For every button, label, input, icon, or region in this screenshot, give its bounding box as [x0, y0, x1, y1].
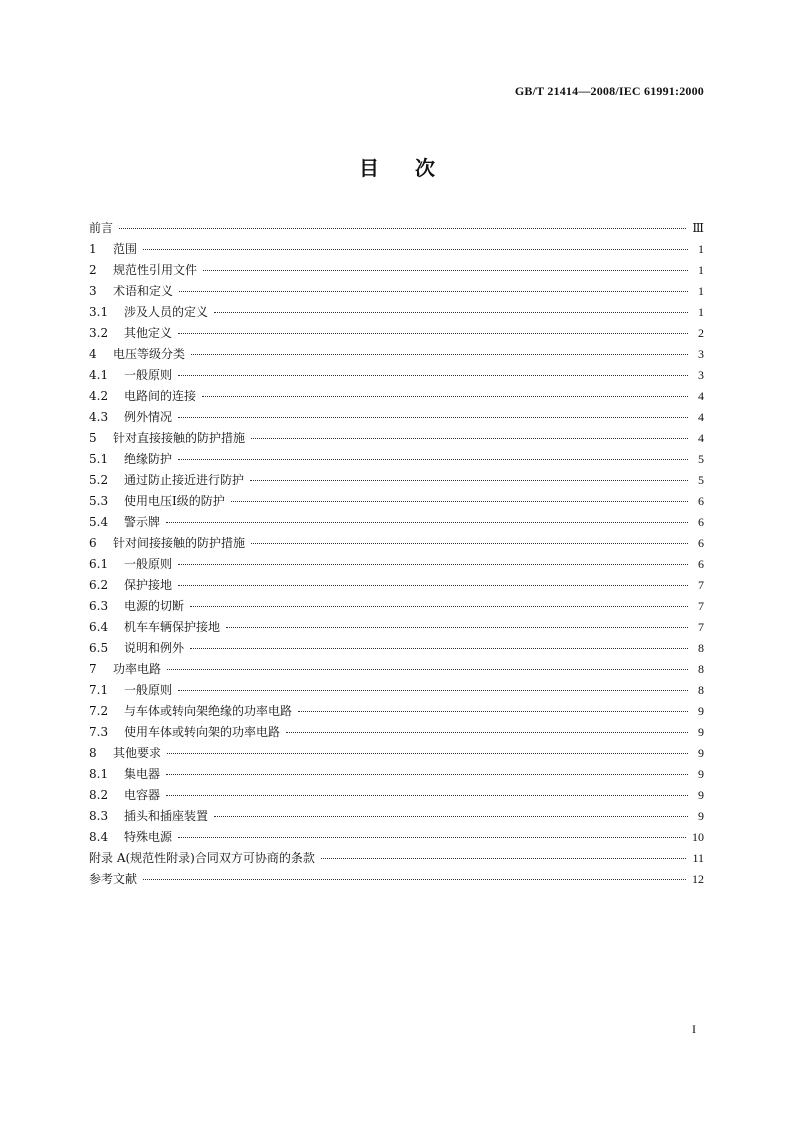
toc-entry-number: 8.2 [89, 788, 109, 802]
toc-entry[interactable] [89, 512, 704, 533]
dot-leader [166, 522, 688, 523]
toc-entry[interactable] [89, 344, 704, 365]
toc-entry-number: 6.5 [89, 641, 109, 655]
toc-entry-page: 1 [698, 242, 704, 256]
toc-entry-title: 术语和定义 [113, 284, 174, 298]
toc-entry[interactable] [89, 365, 704, 386]
toc-entry-page: 6 [698, 494, 704, 508]
toc-entry-title: 绝缘防护 [124, 452, 173, 466]
toc-entry[interactable] [89, 449, 704, 470]
toc-entry[interactable] [89, 386, 704, 407]
toc-entry-page: 5 [698, 473, 704, 487]
toc-entry-number: 7.3 [89, 725, 109, 739]
toc-entry-number: 8 [89, 746, 97, 760]
toc-entry-title: 针对直接接触的防护措施 [113, 431, 246, 445]
toc-entry-page: 9 [698, 788, 704, 802]
toc-entry[interactable] [89, 407, 704, 428]
toc-entry[interactable] [89, 701, 704, 722]
toc-entry-number: 3.2 [89, 326, 109, 340]
toc-entry-title: 电源的切断 [124, 599, 185, 613]
toc-entry-title: 附录 A(规范性附录)合同双方可协商的条款 [89, 851, 315, 865]
dot-leader [166, 774, 688, 775]
toc-entry[interactable] [89, 638, 704, 659]
toc-entry-title: 其他定义 [124, 326, 173, 340]
toc-entry-number: 6.4 [89, 620, 109, 634]
toc-entry-title: 警示牌 [124, 515, 161, 529]
toc-entry-title: 说明和例外 [124, 641, 185, 655]
toc-entry-page: 6 [698, 536, 704, 550]
toc-entry-title: 使用车体或转向架的功率电路 [124, 725, 281, 739]
toc-entry-page: 4 [698, 431, 704, 445]
toc-entry-number: 5.1 [89, 452, 109, 466]
dot-leader [286, 732, 688, 733]
toc-entry-number: 6.3 [89, 599, 109, 613]
dot-leader [251, 438, 688, 439]
dot-leader [178, 333, 688, 334]
toc-entry-page: 6 [698, 515, 704, 529]
toc-entry-title: 通过防止接近进行防护 [124, 473, 245, 487]
toc-entry[interactable] [89, 680, 704, 701]
toc-entry-page: 6 [698, 557, 704, 571]
toc-entry-number: 5.3 [89, 494, 109, 508]
toc-entry-number: 4.3 [89, 410, 109, 424]
toc-entry[interactable] [89, 617, 704, 638]
toc-entry-number: 8.4 [89, 830, 109, 844]
toc-entry-page: 2 [698, 326, 704, 340]
dot-leader [178, 837, 686, 838]
dot-leader [178, 459, 688, 460]
toc-entry[interactable] [89, 743, 704, 764]
toc-entry-title: 插头和插座装置 [124, 809, 209, 823]
dot-leader [178, 564, 688, 565]
dot-leader [226, 627, 688, 628]
toc-entry-number: 6.1 [89, 557, 109, 571]
toc-entry-number: 8.3 [89, 809, 109, 823]
dot-leader [298, 711, 688, 712]
dot-leader [143, 879, 686, 880]
toc-entry-title: 一般原则 [124, 368, 173, 382]
toc-entry-page: 10 [692, 830, 704, 844]
toc-entry-page: 7 [698, 620, 704, 634]
toc-entry-title: 电路间的连接 [124, 389, 197, 403]
toc-entry[interactable] [89, 785, 704, 806]
toc-entry-number: 3.1 [89, 305, 109, 319]
toc-entry-number: 3 [89, 284, 97, 298]
dot-leader [178, 417, 688, 418]
toc-entry-page: 8 [698, 662, 704, 676]
toc-entry-page: 9 [698, 746, 704, 760]
toc-entry-number: 7.2 [89, 704, 109, 718]
toc-entry[interactable] [89, 764, 704, 785]
toc-entry-title: 针对间接接触的防护措施 [113, 536, 246, 550]
dot-leader [167, 669, 688, 670]
toc-entry-title: 范围 [113, 242, 138, 256]
toc-entry[interactable] [89, 533, 704, 554]
dot-leader [203, 270, 688, 271]
dot-leader [166, 795, 688, 796]
toc-entry[interactable] [89, 722, 704, 743]
page-title: 目次 [359, 156, 471, 180]
toc-entry[interactable] [89, 596, 704, 617]
dot-leader [143, 249, 688, 250]
toc-entry[interactable] [89, 659, 704, 680]
toc-entry[interactable] [89, 848, 704, 869]
toc-entry-page: 11 [692, 851, 704, 865]
toc-entry-number: 5.2 [89, 473, 109, 487]
toc-entry-page: 8 [698, 641, 704, 655]
toc-entry[interactable] [89, 575, 704, 596]
toc-entry-title: 前言 [89, 221, 114, 235]
toc-entry[interactable] [89, 554, 704, 575]
dot-leader [179, 291, 688, 292]
toc-entry[interactable] [89, 281, 704, 302]
toc-entry-number: 5.4 [89, 515, 109, 529]
toc-entry-page: 4 [698, 410, 704, 424]
toc-entry[interactable] [89, 806, 704, 827]
toc-entry-page: 4 [698, 389, 704, 403]
toc-entry-number: 7.1 [89, 683, 109, 697]
toc-entry-page: 9 [698, 725, 704, 739]
toc-entry-page: 7 [698, 599, 704, 613]
toc-entry-page: 8 [698, 683, 704, 697]
toc-entry-number: 4.1 [89, 368, 109, 382]
toc-entry-title: 机车车辆保护接地 [124, 620, 221, 634]
toc-entry-number: 7 [89, 662, 97, 676]
toc-entry-page: 3 [698, 347, 704, 361]
toc-entry-page: 1 [698, 284, 704, 298]
dot-leader [190, 606, 688, 607]
toc-entry[interactable] [89, 218, 704, 239]
toc-entry-page: 9 [698, 704, 704, 718]
dot-leader [178, 585, 688, 586]
toc-entry-title: 其他要求 [113, 746, 162, 760]
toc-entry-title: 规范性引用文件 [113, 263, 198, 277]
dot-leader [178, 690, 688, 691]
dot-leader [251, 543, 688, 544]
table-of-contents [89, 218, 704, 890]
dot-leader [119, 228, 686, 229]
toc-entry-page: 5 [698, 452, 704, 466]
toc-entry-page: 7 [698, 578, 704, 592]
toc-entry[interactable] [89, 470, 704, 491]
dot-leader [214, 816, 688, 817]
standard-number: GB/T 21414—2008/IEC 61991:2000 [514, 84, 704, 98]
toc-entry-title: 与车体或转向架绝缘的功率电路 [124, 704, 293, 718]
toc-entry-title: 保护接地 [124, 578, 173, 592]
toc-entry-number: 8.1 [89, 767, 109, 781]
toc-entry-title: 电容器 [124, 788, 161, 802]
toc-entry-number: 5 [89, 431, 97, 445]
toc-entry-title: 例外情况 [124, 410, 173, 424]
dot-leader [231, 501, 688, 502]
toc-entry-page: Ⅲ [692, 221, 704, 235]
toc-entry-number: 1 [89, 242, 97, 256]
dot-leader [202, 396, 688, 397]
toc-entry-page: 9 [698, 767, 704, 781]
toc-entry[interactable] [89, 827, 704, 848]
toc-entry-page: 9 [698, 809, 704, 823]
toc-entry[interactable] [89, 323, 704, 344]
toc-entry[interactable] [89, 428, 704, 449]
toc-entry-page: 1 [698, 263, 704, 277]
toc-entry-page: 12 [692, 872, 704, 886]
toc-entry-title: 特殊电源 [124, 830, 173, 844]
toc-entry-page: 3 [698, 368, 704, 382]
toc-entry-number: 4 [89, 347, 97, 361]
toc-entry-title: 一般原则 [124, 557, 173, 571]
page-number: I [692, 1022, 696, 1036]
toc-entry[interactable] [89, 239, 704, 260]
toc-entry-number: 2 [89, 263, 97, 277]
toc-entry-page: 1 [698, 305, 704, 319]
dot-leader [250, 480, 688, 481]
toc-entry-number: 6.2 [89, 578, 109, 592]
toc-entry-title: 使用电压Ⅰ级的防护 [124, 494, 225, 508]
toc-entry-title: 涉及人员的定义 [124, 305, 209, 319]
dot-leader [190, 648, 688, 649]
toc-entry-title: 一般原则 [124, 683, 173, 697]
toc-entry-title: 集电器 [124, 767, 161, 781]
toc-entry[interactable] [89, 491, 704, 512]
toc-entry-title: 功率电路 [113, 662, 162, 676]
toc-entry[interactable] [89, 302, 704, 323]
dot-leader [214, 312, 688, 313]
toc-entry[interactable] [89, 869, 704, 890]
dot-leader [191, 354, 688, 355]
dot-leader [178, 375, 688, 376]
toc-entry-number: 6 [89, 536, 97, 550]
toc-entry-title: 参考文献 [89, 872, 138, 886]
toc-entry[interactable] [89, 260, 704, 281]
dot-leader [167, 753, 688, 754]
toc-entry-number: 4.2 [89, 389, 109, 403]
toc-entry-title: 电压等级分类 [113, 347, 186, 361]
dot-leader [321, 858, 687, 859]
